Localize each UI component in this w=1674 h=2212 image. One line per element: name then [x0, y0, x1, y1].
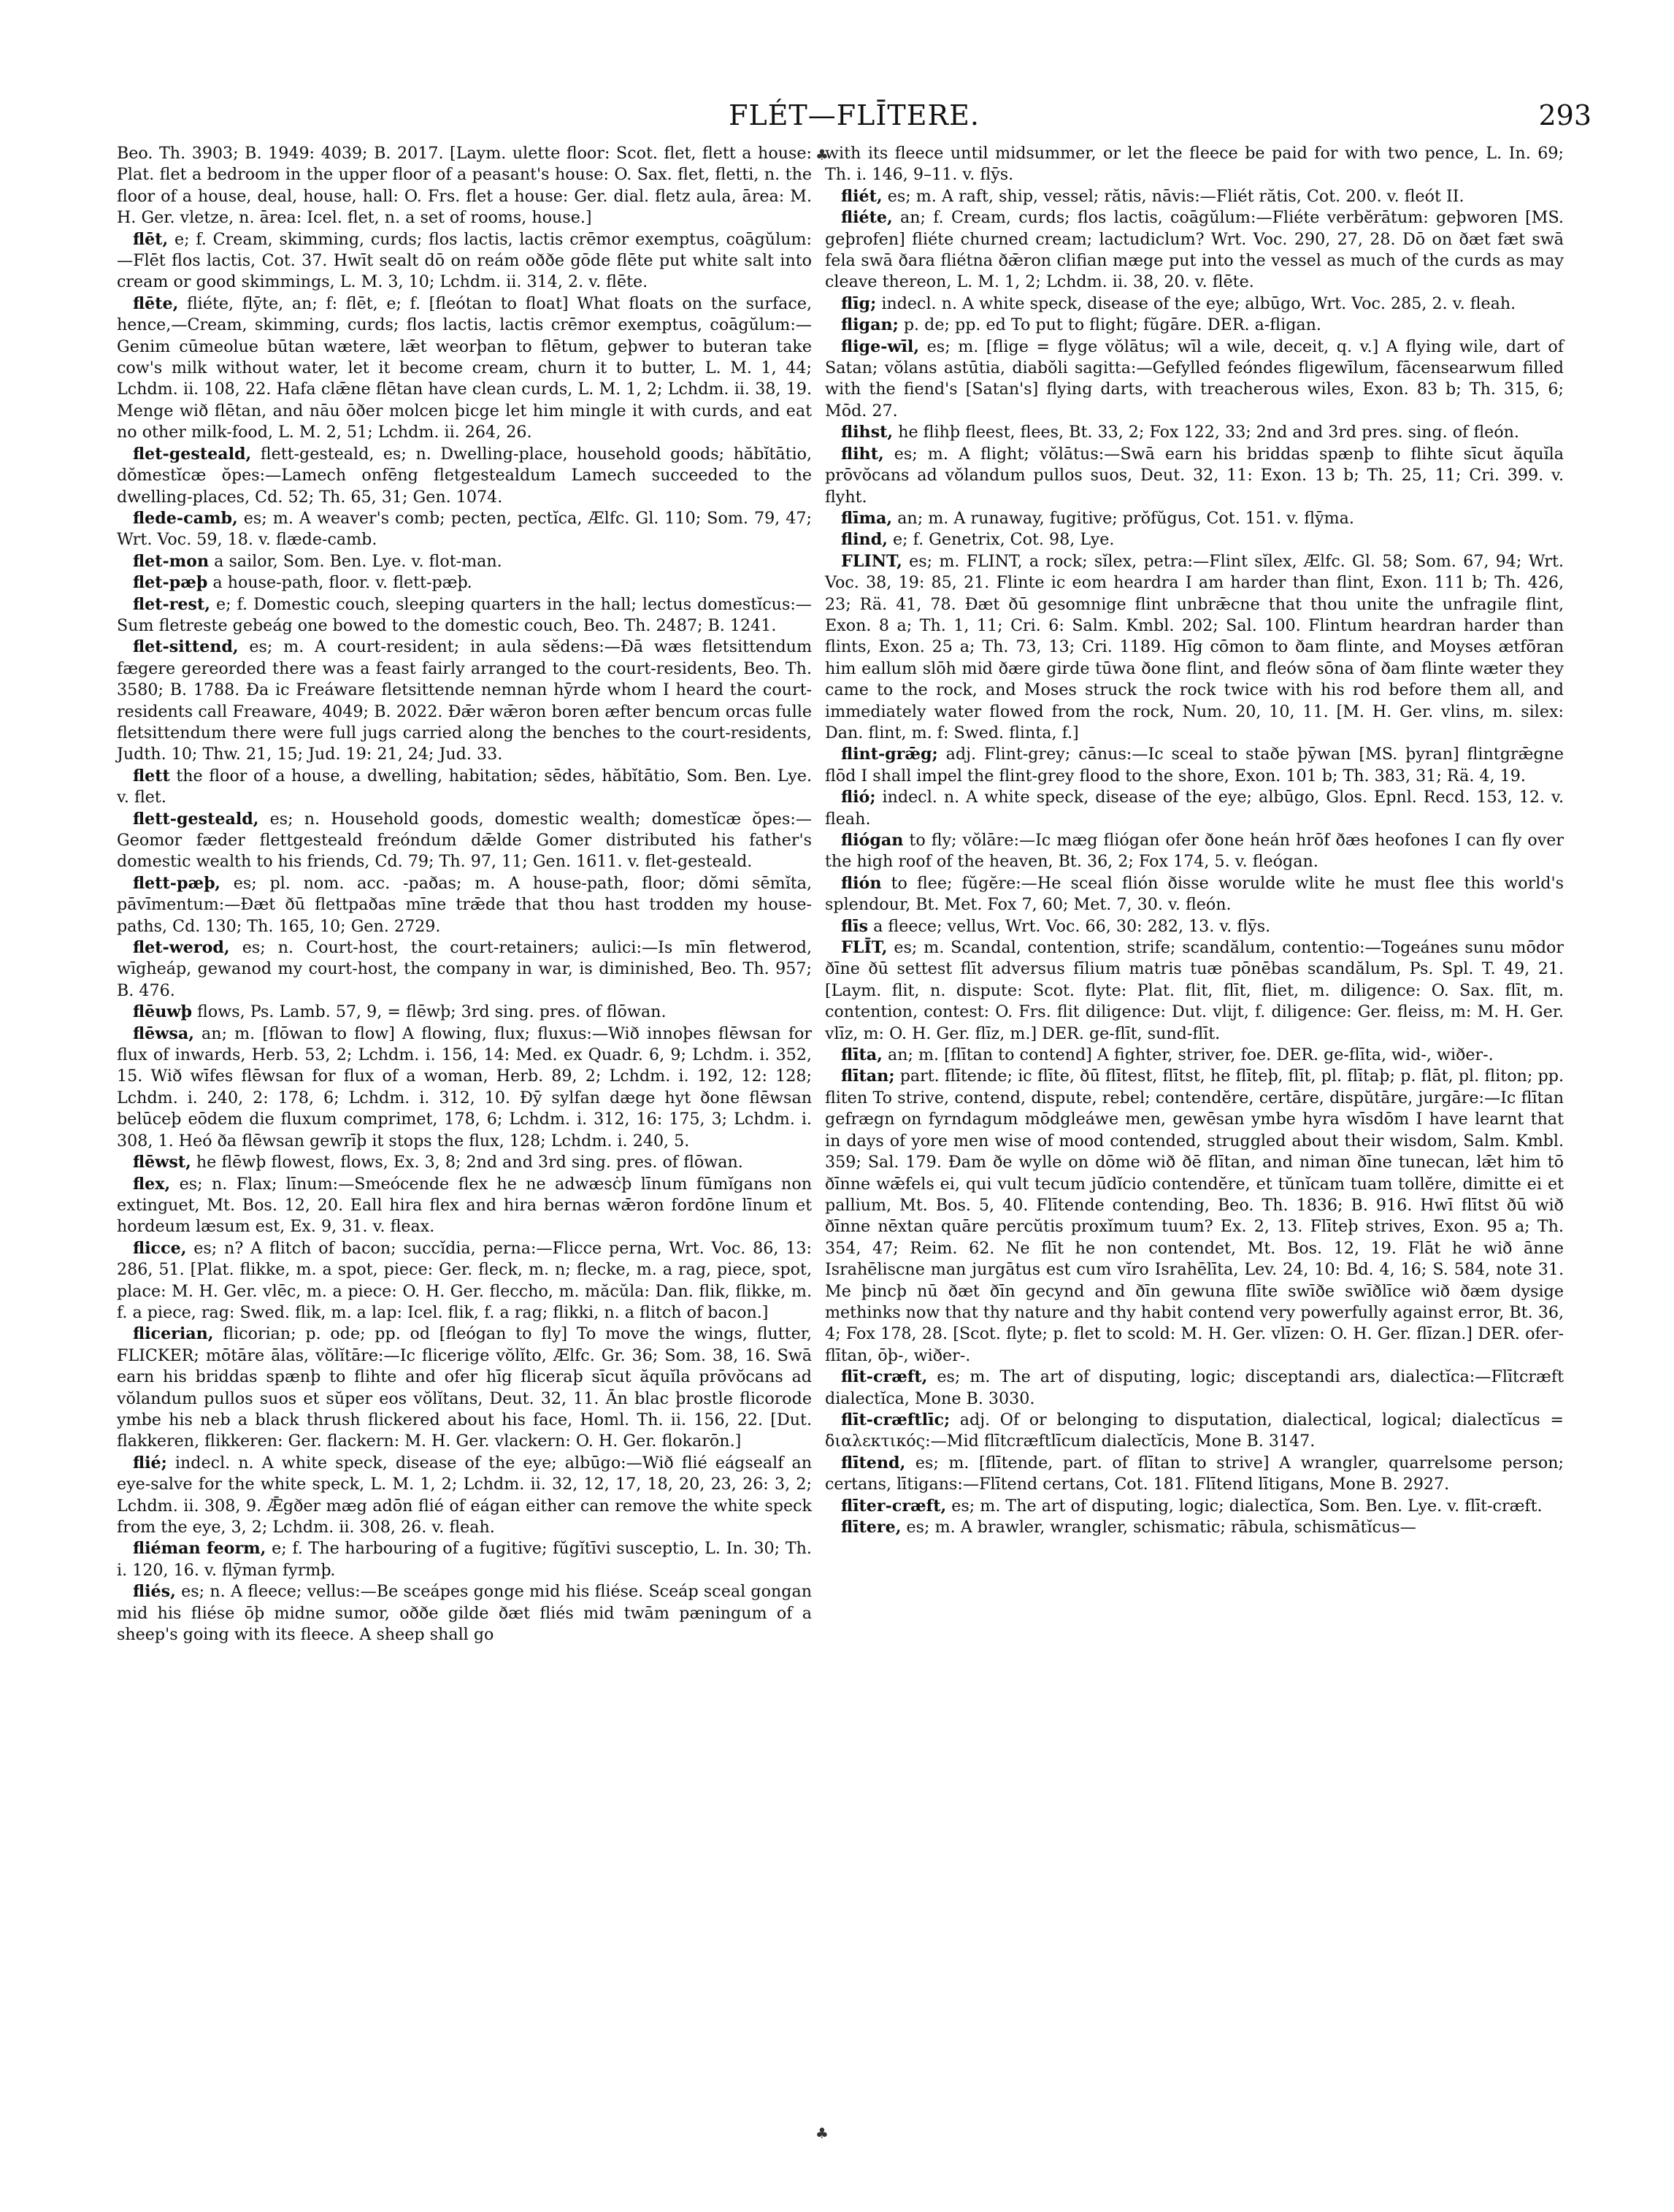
entry-headword: flett-gesteald, [133, 809, 259, 829]
entry-text: an; m. A runaway, fugitive; prŏfŭgus, Cot. 151. v. flȳma. [892, 508, 1354, 528]
entry-text: es; n. A fleece; vellus:—Be sceápes gonge mid his fliése. Sceáp sceal gongan mid his fliése ōþ midne sumor, oððe gilde ðæt fliés mid twām pæningum of a sheep's going with its fleece. A sheep shall go [117, 1582, 812, 1645]
entry-text: es; pl. nom. acc. -paðas; m. A house-path, floor; dŏmi sēmĭta, pāvīmentum:—Ðæt ðū flettpaðas mīne trǣde that thou hast trodden my house-paths, Cd. 130; Th. 165, 10; Gen. 2729. [117, 873, 812, 936]
entry-text: a house-path, floor. v. flett-pæþ. [207, 573, 472, 593]
entry-headword: flié; [133, 1453, 167, 1472]
entry-headword: flēte, [133, 293, 179, 313]
dictionary-entry [825, 1066, 1564, 1367]
entry-headword: fliét, [841, 186, 883, 206]
entry-text: es; m. FLINT, a rock; sĭlex, petra:—Flint sĭlex, Ælfc. Gl. 58; Som. 67, 94; Wrt. Voc. 38, 19: 85, 21. Flinte ic eom heardra I am harder than flint, Exon. 111 b; Th. 426, 23; Rä. 41, 78. Ðæt ðū gesomnige flint unbrǣcne that thou unite the unfragile flint, Exon. 8 a; Th. 1, 11; Cri. 6: Salm. Kmbl. 202; Sal. 100. Flintum heardran harder than flints, Exon. 25 a; Th. 73, 13; Cri. 1189. Hīg cōmon to ðam flinte, and Moyses ætfōran him eallum slōh mid ðære girde tūwa ðone flint, and fleów sōna of ðam flinte wæter they came to the rock, and Moses struck the rock twice with his rod before them all, and immediately water flowed from the rock, Num. 20, 10, 11. [M. H. Ger. vlins, m. silex: Dan. flint, m. f: Swed. flinta, f.] [825, 551, 1564, 742]
dictionary-entry [117, 1152, 812, 1173]
entry-text: part. flītende; ic flīte, ðū flītest, flītst, he flīteþ, flīt, pl. flītaþ; p. flāt, pl. fliton; pp. fliten To strive, contend, dispute, rebel; contendĕre, certāre, dispŭtāre, jurgāre:—Ic flītan gefrægn on fyrndagum mōdgleáwe men, gewēsan ymbe hyra wīsdōm I have learnt that in days of yore men wise of mood contended, struggled about their wisdom, Salm. Kmbl. 359; Sal. 179. Ðam ðe wylle on dōme wið ðē flītan, and niman ðīne tunecan, lǣt him tō ðīnne wǣfels ei, qui vult tecum jūdĭcio contendĕre, et tŭnĭcam tuam tollĕre, dimitte ei et pallium, Mt. Bos. 5, 40. Flītende contending, Beo. Th. 1836; B. 916. Hwī flītst ðū wið ðīnne nēxtan quāre percŭtis proxĭmum tuum? Ex. 2, 13. Flīteþ strives, Exon. 95 a; Th. 354, 47; Reim. 62. Ne flīt he non contendet, Mt. Bos. 12, 19. Flāt he wið ānne Israhēliscne man jurgātus est cum vĭro Israhēlīta, Lev. 24, 10: Bd. 4, 16; S. 584, note 31. Me þincþ nū ðæt ðīn gecynd and ðīn gewuna flīte swīðe swīðlīce wið ðæm dysige methinks now that thy nature and thy habit contend very powerfully against error, Bt. 36, 4; Fox 178, 28. [Scot. flyte; p. flet to scold: M. H. Ger. vlīzen: O. H. Ger. flīzan.] DER. ofer-flītan, ōþ-, wiðer-. [825, 1067, 1564, 1365]
entry-text: indecl. n. A white speck, disease of the eye; albūgo, Glos. Epnl. Recd. 153, 12. v. fleah. [825, 788, 1564, 829]
entry-headword: fliógan [841, 831, 904, 850]
entry-text: es; n. Household goods, domestic wealth; domestĭcæ ŏpes:—Geomor fæder flettgesteald freóndum dǣlde Gomer distributed his father's domestic wealth to his friends, Cd. 79; Th. 97, 11; Gen. 1611. v. flet-gesteald. [117, 809, 812, 872]
dictionary-entry [117, 1538, 812, 1581]
dictionary-entry [825, 207, 1564, 293]
page-header [117, 93, 1592, 137]
entry-headword: flicce, [133, 1238, 187, 1258]
dictionary-entry [825, 1517, 1564, 1538]
entry-headword: flītere, [841, 1518, 902, 1537]
entry-headword: flītan; [841, 1067, 895, 1086]
dictionary-entry [117, 637, 812, 765]
entry-text: es; m. The art of disputing, logic; dialectĭca, Som. Ben. Lye. v. flīt-cræft. [946, 1496, 1543, 1516]
entry-text: indecl. n. A white speck, disease of the eye; albūgo, Wrt. Voc. 285, 2. v. fleah. [876, 293, 1516, 313]
entry-headword: flede-camb, [133, 508, 238, 528]
dictionary-entry [117, 873, 812, 937]
entry-text: a sailor, Som. Ben. Lye. v. flot-man. [209, 551, 502, 571]
dictionary-entry [825, 293, 1564, 315]
dictionary-entry [825, 1410, 1564, 1453]
dictionary-entry [117, 1024, 812, 1152]
dictionary-entry [117, 293, 812, 444]
dictionary-entry [117, 937, 812, 1002]
dictionary-entry [825, 873, 1564, 916]
entry-text: flett-gesteald, es; n. Dwelling-place, household goods; hăbĭtātio, dŏmestĭcæ ŏpes:—Lamech onfēng fletgestealdum Lamech succeeded to the dwelling-places, Cd. 52; Th. 65, 31; Gen. 1074. [117, 444, 812, 507]
column-ornament-top-icon: ♣ [815, 146, 829, 164]
entry-headword: flet-mon [133, 551, 210, 571]
entry-headword: flīta, [841, 1045, 883, 1065]
entry-headword: fliht, [841, 444, 884, 464]
dictionary-entry [825, 744, 1564, 787]
dictionary-entry [825, 937, 1564, 1045]
dictionary-entry [825, 1045, 1564, 1066]
dictionary-entry [825, 186, 1564, 207]
entry-headword: flīt-cræftlīc; [841, 1410, 951, 1429]
entry-text: to fly; vŏlāre:—Ic mæg fliógan ofer ðone heán hrōf ðæs heofones I can fly over the high roof of the heaven, Bt. 36, 2; Fox 174, 5. v. fleógan. [825, 831, 1564, 872]
dictionary-entry [825, 1496, 1564, 1517]
entry-headword: flēuwþ [133, 1002, 192, 1022]
entry-text: fliéte, flȳte, an; f: flēt, e; f. [fleótan to float] What floats on the surface, hence,—Cream, skimming, curds; flos lactis, lactis crēmor exemptus, coāgŭlum:—Genim cūmeolue būtan wætere, lǣt weorþan to flētum, geþwer to buteran take cow's milk without water, let it become cream, churn it to butter, L. M. 1, 44; Lchdm. ii. 108, 22. Hafa clǣne flētan have clean curds, L. M. 1, 2; Lchdm. ii. 38, 19. Menge wið flētan, and nāu ōðer molcen þicge let him mingle it with curds, and eat no other milk-food, L. M. 2, 51; Lchdm. ii. 264, 26. [117, 293, 812, 442]
running-head: FLÉT—FLĪTERE. [729, 99, 980, 131]
entry-headword: flihst, [841, 423, 894, 442]
entry-text: es; n? A flitch of bacon; succĭdia, perna:—Flicce perna, Wrt. Voc. 86, 13: 286, 51. [Plat. flikke, m. a spot, piece: Ger. fleck, m. n; flecke, m. a rag, piece, spot, place: M. H. Ger. vlēc, m. a piece: O. H. Ger. fleccho, m. măcŭla: Dan. flik, flikke, m. f. a piece, rag: Swed. flik, m. a lap: Icel. flik, f. a rag; flikki, n. a flitch of bacon.] [117, 1238, 812, 1322]
entry-text: to flee; fŭgĕre:—He sceal flión ðisse worulde wlite he must flee this world's splendour, Bt. Met. Fox 7, 60; Met. 7, 30. v. fleón. [825, 873, 1564, 915]
entry-text: with its fleece until midsummer, or let the fleece be paid for with two pence, L. In. 69; Th. i. 146, 9–11. v. flȳs. [825, 144, 1564, 185]
entry-headword: flige-wīl, [841, 337, 920, 356]
dictionary-entry [825, 916, 1564, 937]
entry-headword: fligan; [841, 315, 899, 335]
entry-headword: flīt-cræft, [841, 1367, 928, 1387]
entry-text: es; m. A weaver's comb; pecten, pectĭca, Ælfc. Gl. 110; Som. 79, 47; Wrt. Voc. 59, 18. v. flæde-camb. [117, 508, 812, 550]
dictionary-entry [117, 551, 812, 572]
entry-text: flows, Ps. Lamb. 57, 9, = flēwþ; 3rd sing. pres. of flōwan. [192, 1002, 667, 1022]
entry-text: e; f. Genetrix, Cot. 98, Lye. [887, 530, 1115, 550]
entry-text: es; m. A flight; vŏlātus:—Swā earn his briddas spænþ to flihte sīcut ăquĭla prōvŏcans ad vŏlandum pullos suos, Deut. 32, 11: Exon. 13 b; Th. 25, 11; Cri. 399. v. flyht. [825, 444, 1564, 507]
entry-text: flicorian; p. ode; pp. od [fleógan to fly] To move the wings, flutter, FLICKER; mōtāre ālas, vŏlĭtāre:—Ic flicerige vŏlĭto, Ælfc. Gr. 36; Som. 38, 16. Swā earn his briddas spænþ to flihte and ofer hīg fliceraþ sīcut ăquĭla prōvŏcans ad vŏlandum pullos suos et sŭper eos vŏlĭtans, Deut. 32, 11. Ān blac þrostle flicorode ymbe his neb a black thrush flickered about his face, Homl. Th. ii. 156, 22. [Dut. flakkeren, flikkeren: Ger. flackern: M. H. Ger. vlackern: O. H. Ger. flokarōn.] [117, 1324, 812, 1451]
entry-headword: flex, [133, 1174, 171, 1194]
dictionary-entry [117, 508, 812, 551]
entry-text: an; m. [flōwan to flow] A flowing, flux; fluxus:—Wið innoþes flēwsan for flux of inwards, Herb. 53, 2; Lchdm. i. 156, 14: Med. ex Quadr. 6, 9; Lchdm. i. 352, 15. Wið wīfes flēwsan for flux of a woman, Herb. 89, 2; Lchdm. i. 192, 12: 128; Lchdm. i. 240, 2: 178, 6; Lchdm. i. 312, 10. Ðȳ sylfan dæge hyt ðone flēwsan belūceþ eōdem die fluxum comprimet, 178, 6; Lchdm. i. 312, 16: 175, 3; Lchdm. i. 308, 1. Heó ða flēwsan gewrīþ it stops the flux, 128; Lchdm. i. 240, 5. [117, 1024, 812, 1151]
entry-headword: fliéte, [841, 208, 893, 228]
right-column [825, 143, 1564, 1538]
entry-text: p. de; pp. ed To put to flight; fŭgāre. DER. a-fligan. [898, 315, 1321, 335]
entry-headword: flītend, [841, 1453, 906, 1472]
dictionary-entry [117, 809, 812, 873]
dictionary-entry [825, 337, 1564, 423]
entry-text: es; m. The art of disputing, logic; disceptandi ars, dialectĭca:—Flītcræft dialectĭca, Mone B. 3030. [825, 1367, 1564, 1408]
entry-text: es; n. Flax; līnum:—Smeócende flex he ne adwæsċþ līnum fūmĭgans non extinguet, Mt. Bos. 12, 20. Eall hira flex and hira bernas wǣron fordōne līnum et hordeum læsum est, Ex. 9, 31. v. fleax. [117, 1174, 812, 1237]
entry-text: he flihþ fleest, flees, Bt. 33, 2; Fox 122, 33; 2nd and 3rd pres. sing. of fleón. [893, 423, 1519, 442]
dictionary-entry [825, 830, 1564, 873]
entry-headword: flet-sittend, [133, 637, 239, 657]
entry-headword: flīg; [841, 293, 877, 313]
entry-headword: fliés, [133, 1582, 176, 1602]
entry-headword: flint-grǣg; [841, 745, 938, 764]
entry-headword: FLĪT, [841, 938, 888, 958]
entry-text: an; m. [flītan to contend] A fighter, striver, foe. DER. ge-flīta, wid-, wiðer-. [882, 1045, 1494, 1065]
entry-headword: flet-rest, [133, 594, 210, 614]
left-column [117, 143, 812, 1645]
entry-text: a fleece; vellus, Wrt. Voc. 66, 30: 282, 13. v. flȳs. [868, 916, 1271, 936]
entry-headword: flett-pæþ, [133, 873, 220, 893]
dictionary-entry [825, 551, 1564, 745]
entry-headword: flió; [841, 788, 876, 807]
entry-text: es; m. A court-resident; in aula sĕdens:—Ðā wæs fletsittendum fægere gereorded there was a feast fairly arranged to the court-residents, Beo. Th. 3580; B. 1788. Ða ic Freáware fletsittende nemnan hȳrde whom I heard the court-residents call Freaware, 4049; B. 2022. Ðǣr wǣron boren æfter bencum orcas fulle fletsittendum there were full jugs carried along the benches to the court-residents, Judth. 10; Thw. 21, 15; Jud. 19: 21, 24; Jud. 33. [117, 637, 812, 764]
dictionary-entry [117, 1238, 812, 1324]
dictionary-entry [117, 572, 812, 594]
dictionary-entry [117, 1174, 812, 1238]
dictionary-entry [117, 229, 812, 293]
entry-text: es; n. Court-host, the court-retainers; aulici:—Is mīn fletwerod, wīgheáp, gewanod my court-host, the company in war, is diminished, Beo. Th. 957; B. 476. [117, 938, 812, 1000]
dictionary-entry [117, 1002, 812, 1023]
dictionary-entry [825, 444, 1564, 508]
entry-text: e; f. Cream, skimming, curds; flos lactis, lactis crēmor exemptus, coāgŭlum:—Flēt flos lactis, Cot. 37. Hwīt sealt dō on reám oððe gōde flēte put white salt into cream or good skimmings, L. M. 3, 10; Lchdm. ii. 314, 2. v. flēte. [117, 229, 812, 292]
entry-text: es; m. A raft, ship, vessel; rătis, nāvis:—Fliét rătis, Cot. 200. v. fleót II. [882, 186, 1464, 206]
entry-text: es; m. Scandal, contention, strife; scandălum, contentio:—Togeánes sunu mōdor ðīne ðū settest flīt adversus fīlium matris tuæ pōnēbas scandălum, Ps. Spl. T. 49, 21. [Laym. flit, n. dispute: Scot. flyte: Plat. flit, flīt, fliet, m. diligence: O. Sax. flīt, m. contention, contest: O. Frs. flit diligence: Dut. vlijt, f. diligence: Ger. fleiss, m: M. H. Ger. vlīz, m: O. H. Ger. flīz, m.] DER. ge-flīt, sund-flīt. [825, 938, 1564, 1043]
entry-headword: flēwsa, [133, 1024, 194, 1043]
entry-headword: flēt, [133, 229, 169, 249]
dictionary-entry [825, 315, 1564, 336]
entry-headword: flett [133, 766, 170, 786]
dictionary-entry [825, 422, 1564, 443]
entry-headword: FLINT, [841, 551, 902, 571]
entry-text: indecl. n. A white speck, disease of the eye; albūgo:—Wið flié eágsealf an eye-salve for the white speck, L. M. 1, 2; Lchdm. ii. 32, 12, 17, 18, 20, 23, 26: 3, 2; Lchdm. ii. 308, 9. Ǣgðer mæg adōn flié of eágan either can remove the white speck from the eye, 3, 2; Lchdm. ii. 308, 26. v. fleah. [117, 1453, 812, 1537]
entry-headword: flind, [841, 530, 888, 550]
entry-headword: flión [841, 873, 882, 893]
dictionary-entry [117, 1453, 812, 1539]
dictionary-entry [117, 1581, 812, 1645]
entry-text: e; f. The harbouring of a fugitive; fŭgĭtīvi susceptio, L. In. 30; Th. i. 120, 16. v. flȳman fyrmþ. [117, 1539, 812, 1580]
entry-headword: flīs [841, 916, 869, 936]
entry-text: Beo. Th. 3903; B. 1949: 4039; B. 2017. [Laym. ulette floor: Scot. flet, flett a house: Plat. flet a bedroom in the upper floor of a peasant's house: O. Sax. flet, fletti, n. the floor of a house, deal, house, hall: O. Frs. flet a house: Ger. dial. fletz aula, ārea: M. H. Ger. vletze, n. ārea: Icel. flet, n. a set of rooms, house.] [117, 144, 812, 228]
dictionary-entry [825, 508, 1564, 529]
entry-headword: flīma, [841, 508, 893, 528]
entry-text: he flēwþ flowest, flows, Ex. 3, 8; 2nd and 3rd sing. pres. of flōwan. [191, 1153, 743, 1172]
dictionary-entry [117, 444, 812, 508]
entry-text: es; m. A brawler, wrangler, schismatic; rābula, schismātĭcus— [901, 1518, 1416, 1537]
entry-headword: flet-pæþ [133, 573, 208, 593]
entry-headword: fliéman feorm, [133, 1539, 266, 1559]
entry-text: adj. Of or belonging to disputation, dialectical, logical; dialectĭcus = διαλεκτικός:—Mid flītcræftlīcum dialectĭcis, Mone B. 3147. [825, 1410, 1564, 1451]
entry-text: es; m. [flige = flyge vŏlātus; wīl a wile, deceit, q. v.] A flying wile, dart of Satan; vŏlans astūtia, diabŏli sagitta:—Gefylled feóndes fligewīlum, fācensearwum filled with the fiend's [Satan's] flying darts, with treacherous wiles, Exon. 83 b; Th. 315, 6; Mōd. 27. [825, 337, 1564, 420]
dictionary-entry [825, 1367, 1564, 1410]
entry-headword: flicerian, [133, 1324, 214, 1344]
entry-headword: flēwst, [133, 1153, 191, 1172]
entry-headword: flīter-cræft, [841, 1496, 947, 1516]
page-number: 293 [1538, 99, 1592, 131]
entry-text: adj. Flint-grey; cānus:—Ic sceal to staðe þȳwan [MS. þyran] flintgrǣgne flōd I shall impel the flint-grey flood to the shore, Exon. 101 b; Th. 383, 31; Rä. 4, 19. [825, 745, 1564, 786]
column-ornament-bottom-icon: ♣ [815, 2124, 829, 2142]
entry-text: es; m. [flītende, part. of flītan to strive] A wrangler, quarrelsome person; certans, lītigans:—Flītend certans, Cot. 181. Flītend lītigans, Mone B. 2927. [825, 1453, 1564, 1494]
dictionary-entry [117, 766, 812, 809]
entry-headword: flet-werod, [133, 938, 230, 958]
entry-text: e; f. Domestic couch, sleeping quarters in the hall; lectus domestĭcus:—Sum fletreste gebeág one bowed to the domestic couch, Beo. Th. 2487; B. 1241. [117, 594, 812, 635]
dictionary-entry [825, 1453, 1564, 1496]
dictionary-entry [825, 787, 1564, 830]
dictionary-entry [825, 529, 1564, 550]
entry-headword: flet-gesteald, [133, 444, 252, 464]
dictionary-entry [117, 594, 812, 637]
entry-text: an; f. Cream, curds; flos lactis, coāgŭlum:—Fliéte verbĕrātum: geþworen [MS. geþrofen] fliéte churned cream; lactudiclum? Wrt. Voc. 290, 27, 28. Dō on ðæt fæt swā fela swā ðara fliétna ðǣron clifian mæge put into the vessel as much of the curds as may cleave thereon, L. M. 1, 2; Lchdm. ii. 38, 20. v. flēte. [825, 208, 1564, 292]
entry-text: the floor of a house, a dwelling, habitation; sēdes, hăbĭtātio, Som. Ben. Lye. v. flet. [117, 766, 812, 807]
entry-continuation [117, 143, 812, 229]
entry-continuation [825, 143, 1564, 186]
dictionary-entry [117, 1324, 812, 1452]
